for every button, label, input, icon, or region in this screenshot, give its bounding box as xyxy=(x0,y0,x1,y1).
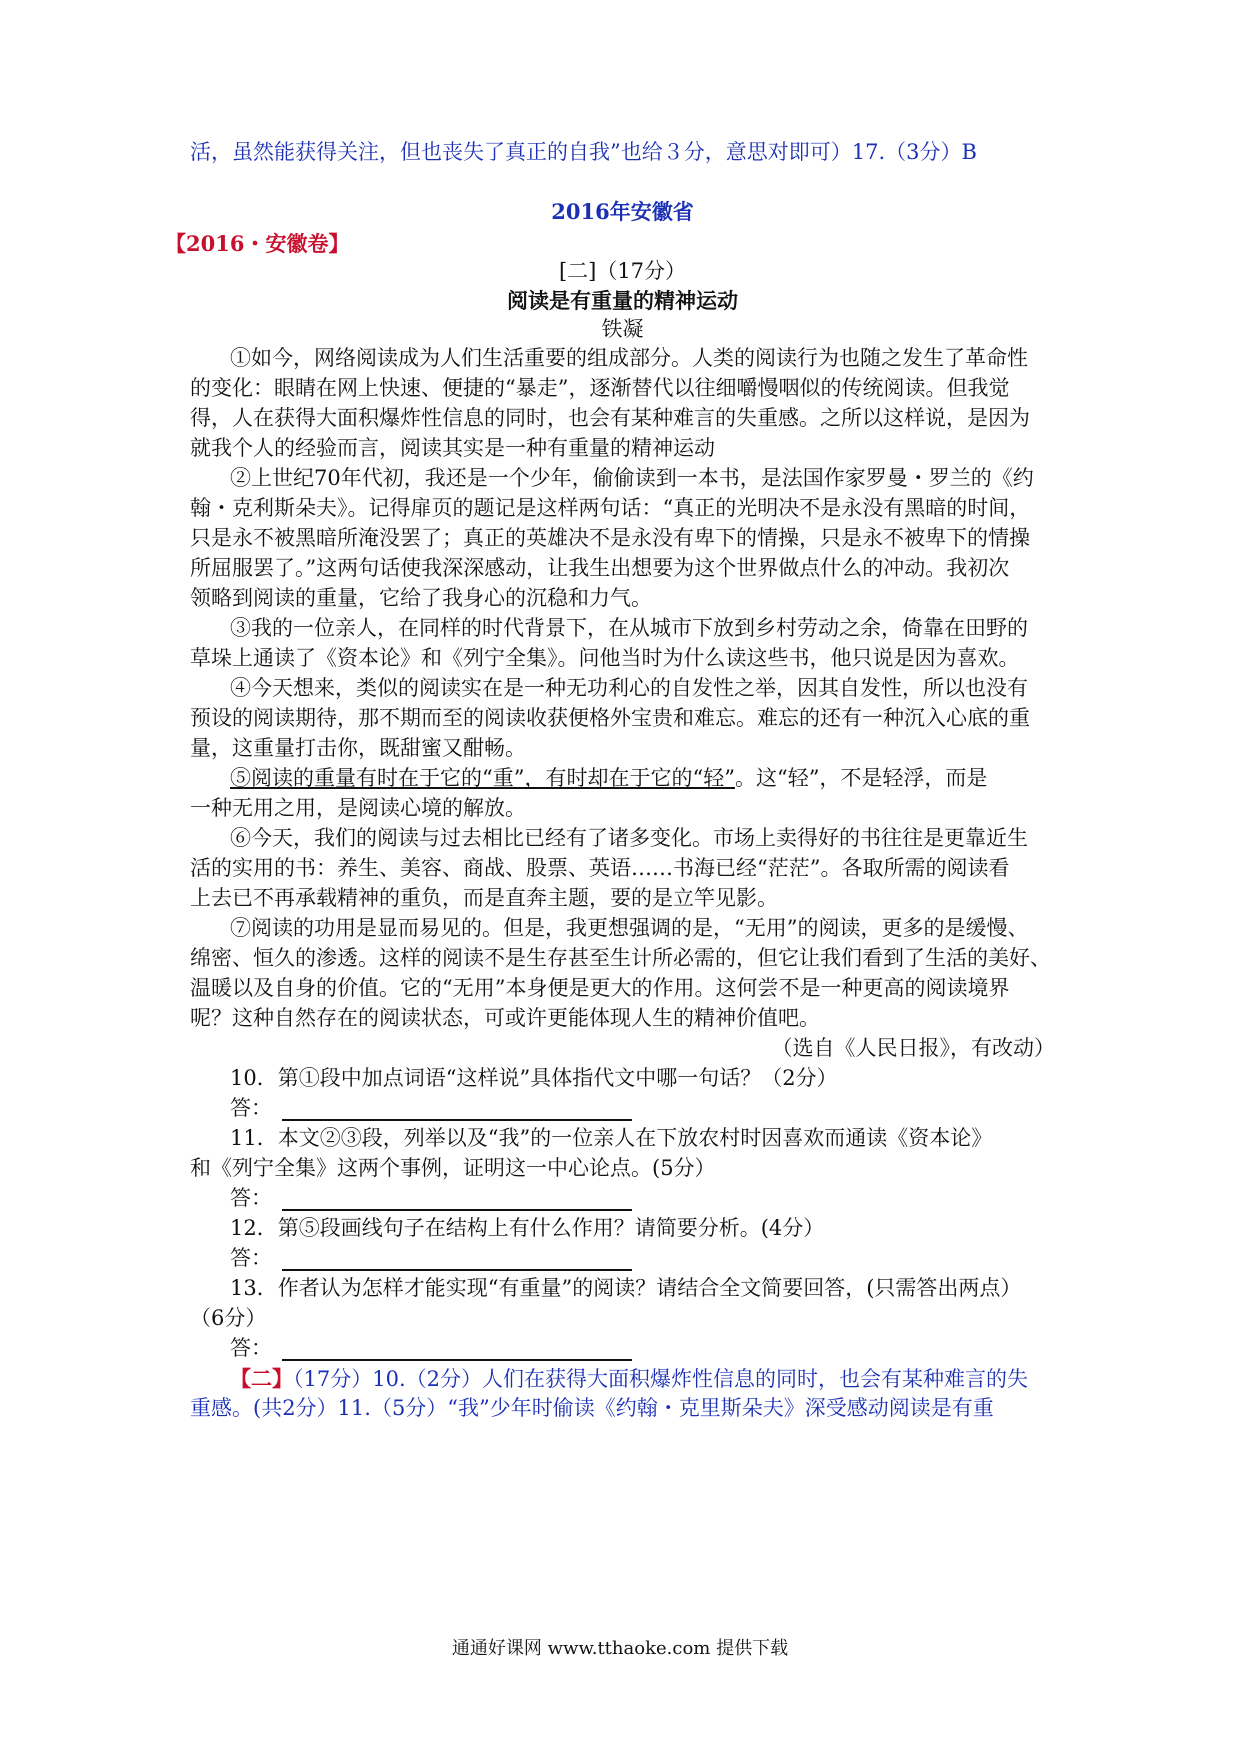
answer-key-bracket: 【二】 xyxy=(230,1366,293,1391)
paragraph-6-line-1: ⑥今天，我们的阅读与过去相比已经有了诸多变化。市场上卖得好的书往往是更靠近生 xyxy=(230,826,1028,850)
paragraph-4-line-3: 量，这重量打击你，既甜蜜又酣畅。 xyxy=(190,736,526,760)
answer-key-line-2: 重感。(共2分）11.（5分）“我”少年时偷读《约翰・克里斯朵夫》深受感动阅读是有重 xyxy=(190,1396,994,1420)
paragraph-7-line-2: 绵密、恒久的渗透。这样的阅读不是生存甚至生计所必需的，但它让我们看到了生活的美好、 xyxy=(190,946,1051,970)
part-heading: [二]（17分） xyxy=(558,259,687,283)
answer-13-row xyxy=(230,1332,1055,1365)
paragraph-5-line-2: 一种无用之用，是阅读心境的解放。 xyxy=(190,796,526,820)
paragraph-1-line-1: ①如今，网络阅读成为人们生活重要的组成部分。人类的阅读行为也随之发生了革命性 xyxy=(230,346,1028,370)
answer-key-line-1-text: （17分）10.（2分）人们在获得大面积爆炸性信息的同时，也会有某种难言的失 xyxy=(293,1367,1028,1391)
paragraph-2-line-2: 翰・克利斯朵夫》。记得扉页的题记是这样两句话：“真正的光明决不是永没有黑暗的时间， xyxy=(190,496,1031,520)
article-title: 阅读是有重量的精神运动 xyxy=(507,288,738,313)
answer-11-blank[interactable] xyxy=(282,1185,632,1211)
question-11-line-2: 和《列宁全集》这两个事例，证明这一中心论点。(5分） xyxy=(190,1156,716,1180)
paragraph-2-line-1: ②上世纪70年代初，我还是一个少年，偷偷读到一本书，是法国作家罗曼・罗兰的《约 xyxy=(230,466,1034,490)
previous-answer-carryover: 活，虽然能获得关注，但也丧失了真正的自我”也给３分，意思对即可）17.（3分）B xyxy=(190,140,977,164)
paragraph-6-line-3: 上去已不再承载精神的重负，而是直奔主题，要的是立竿见影。 xyxy=(190,886,778,910)
question-13-line-2: （6分） xyxy=(190,1306,267,1330)
question-11-line-1: 11．本文②③段，列举以及“我”的一位亲人在下放农村时因喜欢而通读《资本论》 xyxy=(230,1126,993,1150)
answer-label: 答： xyxy=(230,1336,272,1360)
answer-10-row xyxy=(230,1092,1055,1125)
paragraph-3-line-1: ③我的一位亲人，在同样的时代背景下，在从城市下放到乡村劳动之余，倚靠在田野的 xyxy=(230,616,1028,640)
paragraph-1-line-3: 得，人在获得大面积爆炸性信息的同时，也会有某种难言的失重感。之所以这样说，是因为 xyxy=(190,406,1030,430)
answer-label: 答： xyxy=(230,1096,272,1120)
paragraph-5-line-1 xyxy=(230,762,1055,795)
answer-key-line-1 xyxy=(230,1362,1055,1396)
page-footer: 通通好课网 www.tthaoke.com 提供下载 xyxy=(451,1638,789,1659)
paragraph-1-line-4: 就我个人的经验而言，阅读其实是一种有重量的精神运动 xyxy=(190,436,715,460)
paragraph-3-line-2: 草垛上通读了《资本论》和《列宁全集》。问他当时为什么读这些书，他只说是因为喜欢。 xyxy=(190,646,1020,670)
paragraph-7-line-3: 温暖以及自身的价值。它的“无用”本身便是更大的作用。这何尝不是一种更高的阅读境界 xyxy=(190,976,1010,1000)
answer-12-row xyxy=(230,1242,1055,1275)
answer-11-row xyxy=(230,1182,1055,1215)
article-source: （选自《人民日报》，有改动） xyxy=(771,1036,1055,1060)
underlined-sentence: ⑤阅读的重量有时在于它的“重”，有时却在于它的“轻” xyxy=(230,766,735,790)
paragraph-2-line-5: 领略到阅读的重量，它给了我身心的沉稳和力气。 xyxy=(190,586,652,610)
answer-13-blank[interactable] xyxy=(282,1335,632,1361)
exam-label: 【2016・安徽卷】 xyxy=(165,231,350,256)
answer-label: 答： xyxy=(230,1246,272,1270)
paragraph-2-line-4: 所屈服罢了。”这两句话使我深深感动，让我生出想要为这个世界做点什么的冲动。我初次 xyxy=(190,556,1010,580)
question-10: 10．第①段中加点词语“这样说”具体指代文中哪一句话？（2分） xyxy=(230,1066,838,1090)
paragraph-7-line-1: ⑦阅读的功用是显而易见的。但是，我更想强调的是，“无用”的阅读，更多的是缓慢、 xyxy=(230,916,1029,940)
paragraph-5-line-1-rest: 。这“轻”，不是轻浮，而是 xyxy=(734,766,988,790)
article-author: 铁凝 xyxy=(601,317,644,341)
paragraph-2-line-3: 只是永不被黑暗所淹没罢了；真正的英雄决不是永没有卑下的情操，只是永不被卑下的情操 xyxy=(190,526,1030,550)
answer-10-blank[interactable] xyxy=(282,1095,632,1121)
paragraph-6-line-2: 活的实用的书：养生、美容、商战、股票、英语……书海已经“茫茫”。各取所需的阅读看 xyxy=(190,856,1010,880)
answer-12-blank[interactable] xyxy=(282,1245,632,1271)
paragraph-1-line-2: 的变化：眼睛在网上快速、便捷的“暴走”，逐渐替代以往细嚼慢咽似的传统阅读。但我觉 xyxy=(190,376,1010,400)
paragraph-4-line-1: ④今天想来，类似的阅读实在是一种无功利心的自发性之举，因其自发性，所以也没有 xyxy=(230,676,1028,700)
question-13-line-1: 13．作者认为怎样才能实现“有重量”的阅读？请结合全文简要回答，(只需答出两点） xyxy=(230,1276,1022,1300)
paragraph-4-line-2: 预设的阅读期待，那不期而至的阅读收获便格外宝贵和难忘。难忘的还有一种沉入心底的重 xyxy=(190,706,1030,730)
answer-label: 答： xyxy=(230,1186,272,1210)
paragraph-7-line-4: 呢？这种自然存在的阅读状态，可或许更能体现人生的精神价值吧。 xyxy=(190,1006,820,1030)
section-title: 2016年安徽省 xyxy=(551,199,694,224)
question-12: 12．第⑤段画线句子在结构上有什么作用？请简要分析。(4分） xyxy=(230,1216,825,1240)
